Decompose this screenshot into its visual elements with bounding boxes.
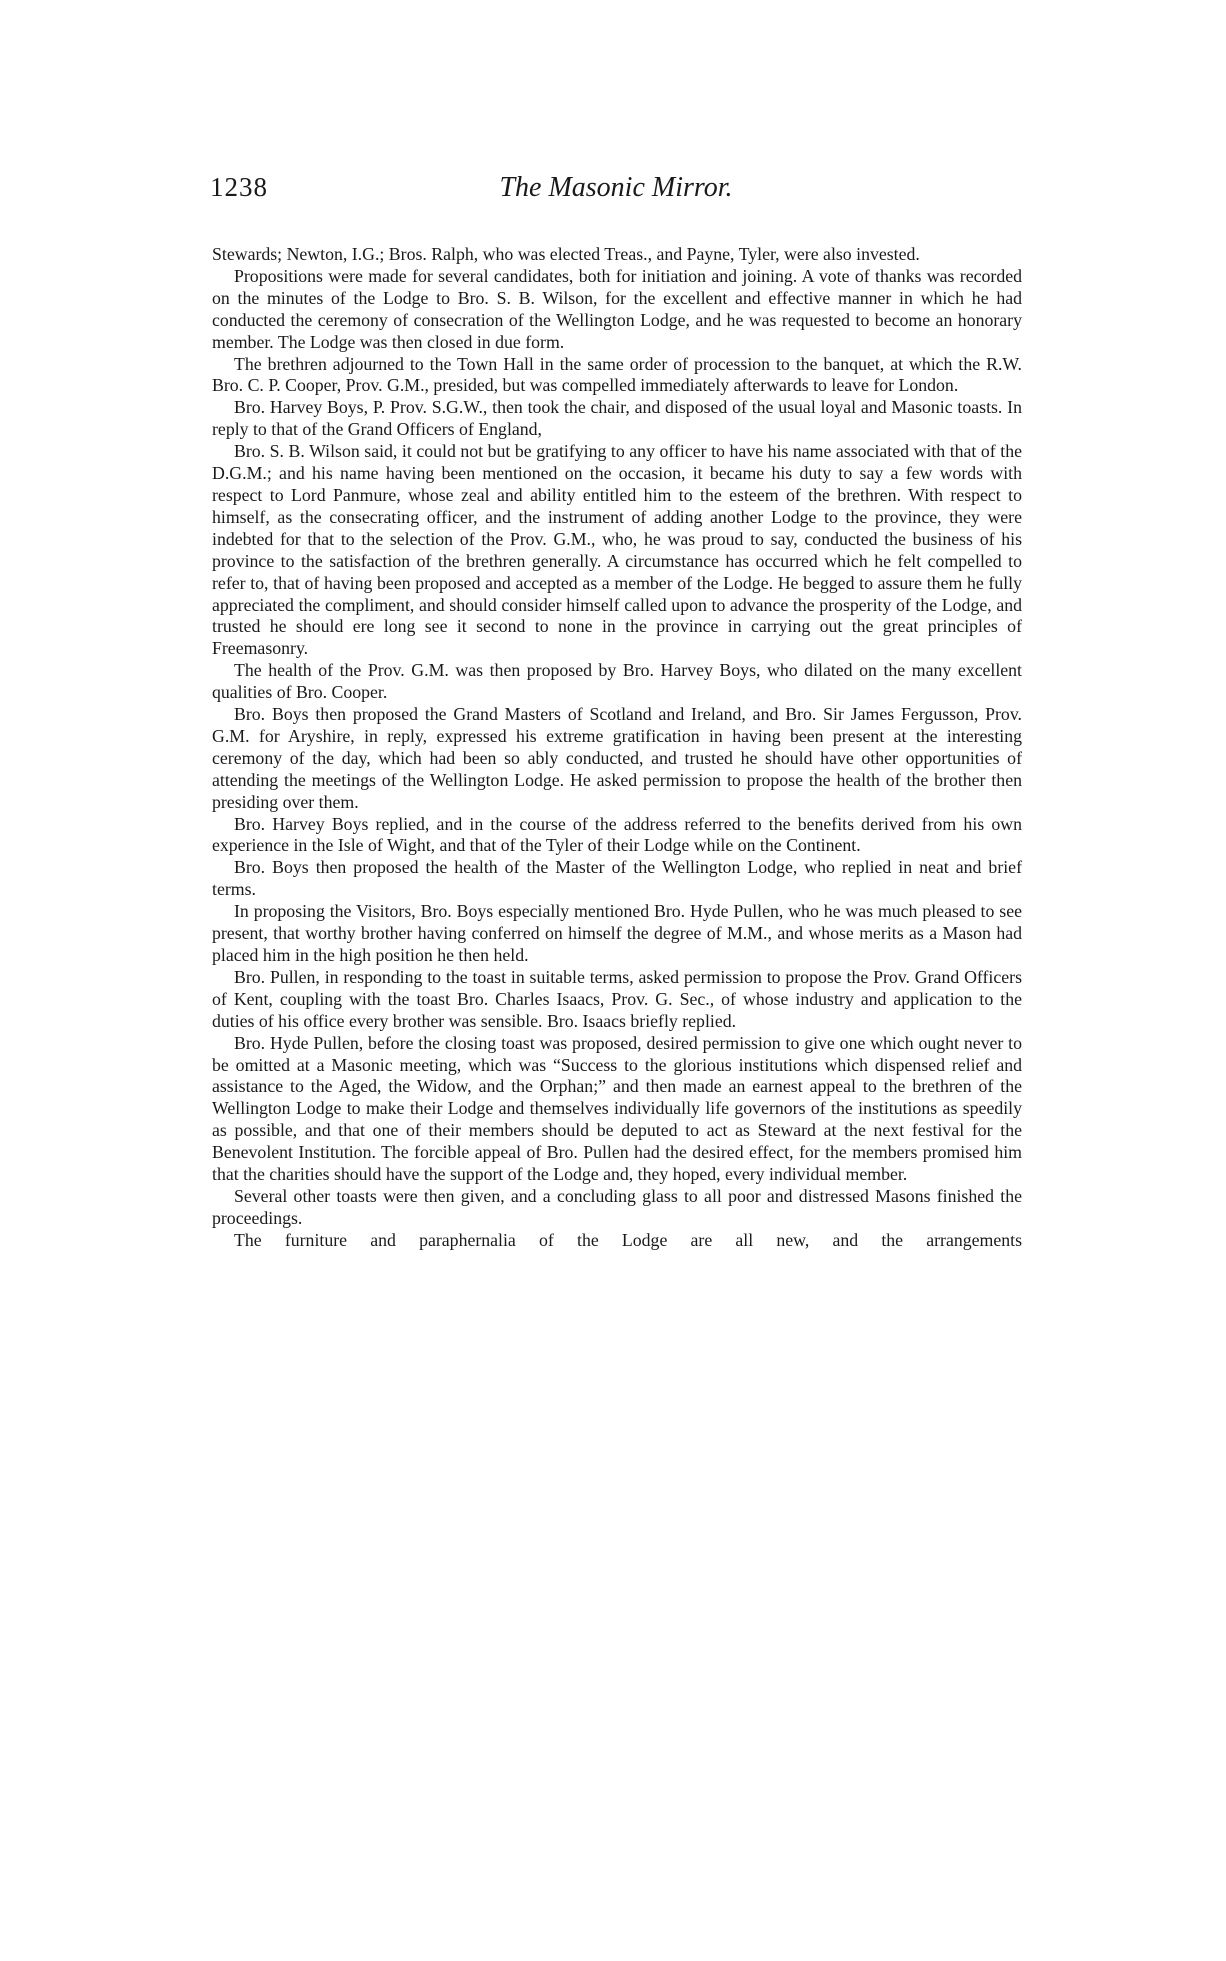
paragraph: Bro. Boys then proposed the health of the Master of the Wellington Lodge, who replied in neat and brief terms. bbox=[212, 857, 1022, 900]
paragraph: Propositions were made for several candidates, both for initiation and joining. A vote of thanks was recorded on the minutes of the Lodge to Bro. S. B. Wilson, for the excellent and effective manner in which he had conducted the ceremony of consecration of the Wellington Lodge, and he was requested to become an honorary member. The Lodge was then closed in due form. bbox=[212, 265, 1022, 352]
paragraph: Bro. Harvey Boys, P. Prov. S.G.W., then took the chair, and disposed of the usual loyal and Masonic toasts. In reply to that of the Grand Officers of England, bbox=[212, 397, 1022, 440]
paragraph: Bro. Hyde Pullen, before the closing toast was proposed, desired permission to give one which ought never to be omitted at a Masonic meeting, which was “Success to the glorious institutions which dispensed relief and assistance to the Aged, the Widow, and the Orphan;” and then made an earnest appeal to the brethren of the Wellington Lodge to make their Lodge and themselves individually life governors of the institutions as speedily as possible, and that one of their members should be deputed to act as Steward at the next festival for the Benevolent Institution. The forcible appeal of Bro. Pullen had the desired effect, for the members promised him that the charities should have the support of the Lodge and, they hoped, every individual member. bbox=[212, 1032, 1022, 1185]
page-number: 1238 bbox=[210, 172, 268, 202]
article-body bbox=[212, 244, 1022, 1252]
paragraph: Bro. S. B. Wilson said, it could not but be gratifying to any officer to have his name associated with that of the D.G.M.; and his name having been mentioned on the occasion, it became his duty to say a few words with respect to Lord Panmure, whose zeal and ability entitled him to the esteem of the brethren. With respect to himself, as the consecrating officer, and the instrument of adding another Lodge to the province, they were indebted for that to the selection of the Prov. G.M., who, he was proud to say, conducted the business of his province to the satisfaction of the brethren generally. A circumstance has occurred which he felt compelled to refer to, that of having been proposed and accepted as a member of the Lodge. He begged to assure them he fully appreciated the compliment, and should consider himself called upon to advance the prosperity of the Lodge, and trusted he should ere long see it second to none in the province in carrying out the great principles of Freemasonry. bbox=[212, 441, 1022, 659]
paragraph: Bro. Boys then proposed the Grand Masters of Scotland and Ireland, and Bro. Sir James Fergusson, Prov. G.M. for Aryshire, in reply, expressed his extreme gratification in having been present at the interesting ceremony of the day, which had been so ably conducted, and trusted he should have other opportunities of attending the meetings of the Wellington Lodge. He asked permission to propose the health of the brother then presiding over them. bbox=[212, 704, 1022, 812]
paragraph: The furniture and paraphernalia of the Lodge are all new, and the arrangements bbox=[234, 1229, 1022, 1250]
paragraph: The health of the Prov. G.M. was then proposed by Bro. Harvey Boys, who dilated on the many excellent qualities of Bro. Cooper. bbox=[212, 660, 1022, 703]
paragraph: Bro. Pullen, in responding to the toast in suitable terms, asked permission to propose the Prov. Grand Officers of Kent, coupling with the toast Bro. Charles Isaacs, Prov. G. Sec., of whose industry and application to the duties of his office every brother was sensible. Bro. Isaacs briefly replied. bbox=[212, 966, 1022, 1031]
paragraph: Stewards; Newton, I.G.; Bros. Ralph, who was elected Treas., and Payne, Tyler, were also invested. bbox=[212, 244, 920, 264]
paragraph: The brethren adjourned to the Town Hall in the same order of procession to the banquet, at which the R.W. Bro. C. P. Cooper, Prov. G.M., presided, but was compelled immediately afterwards to leave for London. bbox=[212, 353, 1022, 396]
paragraph: In proposing the Visitors, Bro. Boys especially mentioned Bro. Hyde Pullen, who he was much pleased to see present, that worthy brother having conferred on himself the degree of M.M., and whose merits as a Mason had placed him in the high position he then held. bbox=[212, 901, 1022, 965]
paragraph: Bro. Harvey Boys replied, and in the course of the address referred to the benefits derived from his own experience in the Isle of Wight, and that of the Tyler of their Lodge while on the Continent. bbox=[212, 813, 1022, 856]
paragraph: Several other toasts were then given, and a concluding glass to all poor and distressed Masons finished the proceedings. bbox=[212, 1185, 1022, 1228]
running-title: The Masonic Mirror. bbox=[499, 172, 733, 203]
page-header bbox=[210, 172, 1022, 212]
